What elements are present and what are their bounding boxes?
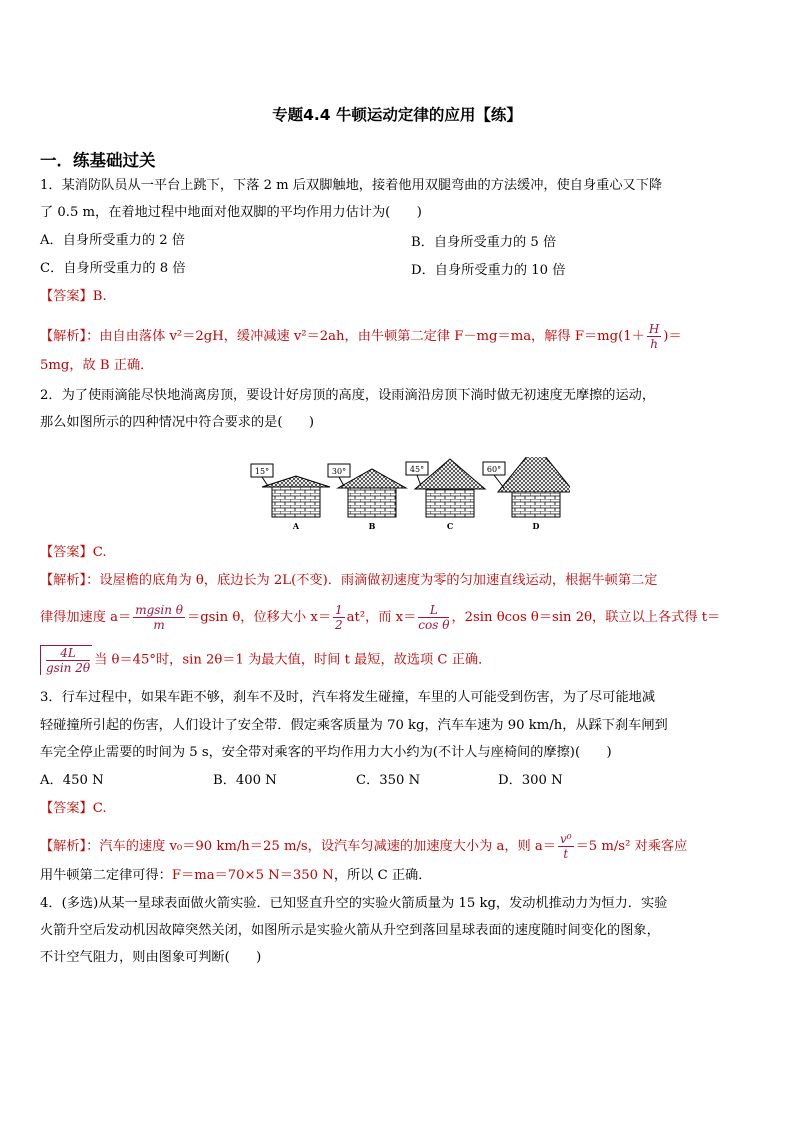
section-heading: 一．练基础过关: [40, 151, 156, 170]
q3-option-d: D．300 N: [498, 773, 563, 788]
q1-option-b: B．自身所受重力的 5 倍: [411, 235, 557, 250]
house-b-label: B: [368, 521, 376, 531]
q1-explanation-line2: 5mg，故 B 正确．: [40, 358, 154, 373]
q2-line2: 那么如图所示的四种情况中符合要求的是( ): [40, 415, 315, 430]
q1-answer: 【答案】B.: [40, 289, 107, 304]
q2-explanation-line2: 律得加速度 a＝ $\frac{\text{mgsin θ}}{m}$ ＝gsin θ，位移大小 x＝ $\frac{1}{2}$ at²，而 x＝ $\frac{L}{\text{cos θ}}$ ，2sin θcos θ＝sin 2θ，联立以上各式得 t＝: [40, 603, 721, 632]
q2-answer: 【答案】C.: [40, 545, 107, 560]
q1-fraction: $\frac{H}{h}$: [648, 322, 660, 351]
q1-explanation-line1: 【解析】：由自由落体 v²＝2gH，缓冲减速 v²＝2ah，由牛顿第二定律 F－mg＝ma，解得 F＝mg(1＋ $\frac{H}{h}$ )＝: [40, 322, 682, 351]
house-a: [251, 464, 330, 531]
page-title: 专题4.4 牛顿运动定律的应用【练】: [272, 106, 522, 124]
q1-line1: 1．某消防队员从一平台上跳下，下落 2 m 后双脚触地，接着他用双腿弯曲的方法缓冲，使自身重心又下降: [40, 178, 663, 193]
q3-answer: 【答案】C.: [40, 801, 107, 816]
q1-option-d: D．自身所受重力的 10 倍: [411, 263, 566, 278]
house-c: [406, 459, 485, 531]
house-c-angle: 45°: [409, 465, 425, 474]
q3-line1: 3．行车过程中，如果车距不够，刹车不及时，汽车将发生碰撞，车里的人可能受到伤害，为了尽可能地减: [40, 690, 656, 705]
q3-line2: 轻碰撞所引起的伤害，人们设计了安全带．假定乘客质量为 70 kg，汽车车速为 90 km/h，从踩下刹车闸到: [40, 718, 668, 733]
q1-line2: 了 0.5 m，在着地过程中地面对他双脚的平均作用力估计为( ): [40, 205, 422, 220]
q1-exp-text: ：由自由落体 v²＝2gH，缓冲减速 v²＝2ah，由牛顿第二定律 F－mg＝ma，解得 F＝mg(1＋: [86, 329, 645, 344]
house-d: [483, 457, 570, 531]
house-c-label: C: [446, 521, 454, 531]
roof-angle-figure: [240, 457, 570, 537]
house-b: [328, 464, 406, 531]
q3-option-a: A．450 N: [40, 773, 104, 788]
house-d-label: D: [532, 521, 540, 531]
house-b-angle: 30°: [331, 467, 347, 476]
q1-option-a: A．自身所受重力的 2 倍: [40, 233, 185, 248]
q4-line3: 不计空气阻力，则由图象可判断( ): [40, 950, 262, 965]
q3-option-c: C．350 N: [356, 773, 421, 788]
house-a-angle: 15°: [254, 467, 270, 476]
q2-explanation-line3: $\frac{4L}{gsin 2\theta}$ 当 θ＝45°时，sin 2θ＝1 为最大值，时间 t 最短，故选项 C 正确．: [40, 645, 491, 675]
q2-explanation-line1: 【解析】：设屋檐的底角为 θ，底边长为 2L(不变)．雨滴做初速度为零的匀加速直线运动，根据牛顿第二定: [40, 573, 658, 588]
q3-option-b: B．400 N: [213, 773, 277, 788]
q2-line1: 2．为了使雨滴能尽快地淌离房顶，要设计好房顶的高度，设雨滴沿房顶下淌时做无初速度无摩擦的运动，: [40, 388, 656, 403]
q1-option-c: C．自身所受重力的 8 倍: [40, 261, 186, 276]
q1-exp-label: 【解析】: [40, 329, 87, 344]
q3-explanation-line1: 【解析】：汽车的速度 v₀＝90 km/h＝25 m/s，设汽车匀减速的加速度大小为 a，则 a＝ $\frac{\text{v⁰}}{t}$ ＝5 m/s² 对乘客应: [40, 832, 688, 861]
house-a-label: A: [292, 521, 300, 531]
q4-line2: 火箭升空后发动机因故障突然关闭，如图所示是实验火箭从升空到落回星球表面的速度随时间变化的图象，: [40, 923, 660, 938]
house-d-angle: 60°: [486, 465, 502, 474]
q4-line1: 4．(多选)从某一星球表面做火箭实验．已知竖直升空的实验火箭质量为 15 kg，发动机推动力为恒力．实验: [40, 896, 668, 911]
q3-explanation-line2: 用牛顿第二定律可得：F＝ma＝70×5 N＝350 N，所以 C 正确．: [40, 868, 432, 883]
q3-line3: 车完全停止需要的时间为 5 s，安全带对乘客的平均作用力大小约为(不计人与座椅间的摩擦)( ): [40, 745, 612, 760]
